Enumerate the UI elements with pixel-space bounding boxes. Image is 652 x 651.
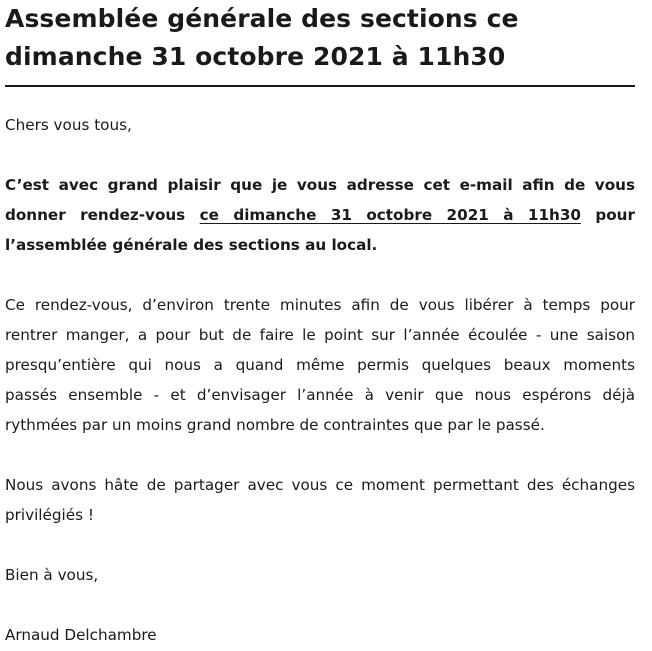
closing-line-2: privilégiés !: [5, 506, 94, 524]
title-line-1: Assemblée générale des sections ce: [5, 4, 519, 33]
signature: Arnaud Delchambre: [5, 626, 157, 644]
intro-paragraph: [5, 170, 635, 260]
details-paragraph: [5, 290, 635, 440]
details-line-2: rentrer manger, a pour but de faire le point sur l’année écoulée - une saison: [5, 326, 635, 344]
details-line-5: rythmées par un moins grand nombre de contraintes que par le passé.: [5, 416, 545, 434]
closing-line-1: Nous avons hâte de partager avec vous ce moment permettant des échanges: [5, 476, 635, 494]
document: [5, 0, 635, 644]
title-divider: [5, 85, 635, 87]
greeting: Chers vous tous,: [5, 116, 132, 134]
page-title: [5, 0, 635, 76]
intro-line-3: l’assemblée générale des sections au local.: [5, 236, 378, 254]
closing-paragraph: [5, 470, 635, 530]
details-line-3: presqu’entière qui nous a quand même permis quelques beaux moments: [5, 356, 635, 374]
event-date-link[interactable]: ce dimanche 31 octobre 2021 à 11h30: [199, 206, 581, 224]
intro-line-1: C’est avec grand plaisir que je vous adresse cet e-mail afin de vous: [5, 176, 635, 194]
sign-off: Bien à vous,: [5, 566, 99, 584]
intro-line-2: [5, 200, 635, 230]
title-line-2: dimanche 31 octobre 2021 à 11h30: [5, 42, 506, 71]
details-line-1: Ce rendez-vous, d’environ trente minutes afin de vous libérer à temps pour: [5, 296, 635, 314]
details-line-4: passés ensemble - et d’envisager l’année à venir que nous espérons déjà: [5, 386, 635, 404]
intro-line-2-end: pour: [595, 206, 635, 224]
email-body: [5, 110, 635, 650]
intro-line-2-start: donner rendez-vous: [5, 206, 186, 224]
